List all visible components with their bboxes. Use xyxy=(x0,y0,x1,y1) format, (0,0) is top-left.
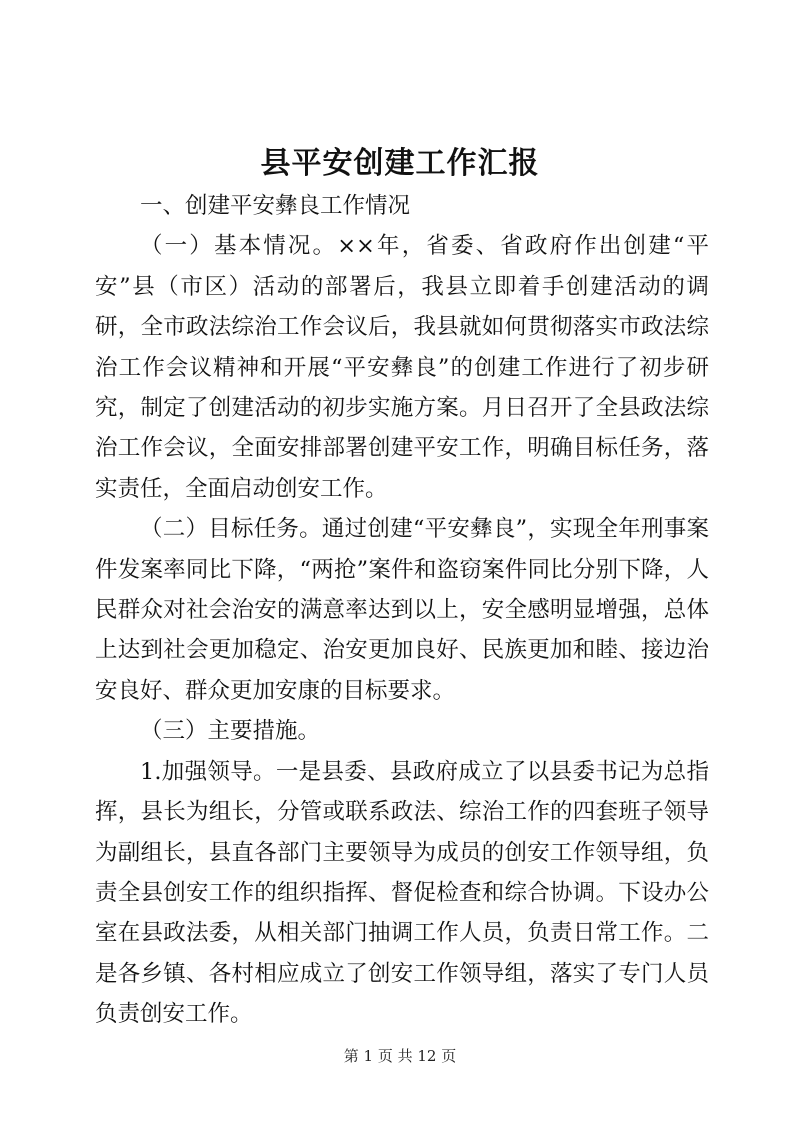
document-title: 县平安创建工作汇报 xyxy=(260,146,540,181)
paragraph-strengthen-leadership: 1.加强领导。一是县委、县政府成立了以县委书记为总指挥，县长为组长，分管或联系政法、综治工作的四套班子领导为副组长，县直各部门主要领导为成员的创安工作领导组，负责全县创安工作的组织指挥、督促检查和综合协调。下设办公室在县政法委，从相关部门抽调工作人员，负责日常工作。二是各乡镇、各村相应成立了创安工作领导组，落实了专门人员负责创安工作。 xyxy=(95,758,709,1028)
paragraph-main-measures-heading: （三）主要措施。 xyxy=(140,718,321,745)
section-heading: 一、创建平安彝良工作情况 xyxy=(140,193,411,219)
paragraph-basic-situation: （一）基本情况。××年，省委、省政府作出创建“平安”县（市区）活动的部署后，我县立即着手创建活动的调研，全市政法综治工作会议后，我县就如何贯彻落实市政法综治工作会议精神和开展“平安彝良”的创建工作进行了初步研究，制定了创建活动的初步实施方案。月日召开了全县政法综治工作会议，全面安排部署创建平安工作，明确目标任务，落实责任，全面启动创安工作。 xyxy=(95,233,709,502)
document-body xyxy=(95,186,709,1035)
page-footer: 第 1 页 共 12 页 xyxy=(343,1047,457,1065)
paragraph-target-tasks: （二）目标任务。通过创建“平安彝良”，实现全年刑事案件发案率同比下降，“两抢”案件和盗窃案件同比分别下降，人民群众对社会治安的满意率达到以上，安全感明显增强，总体上达到社会更加稳定、治安更加良好、民族更加和睦、接边治安良好、群众更加安康的目标要求。 xyxy=(95,516,709,704)
